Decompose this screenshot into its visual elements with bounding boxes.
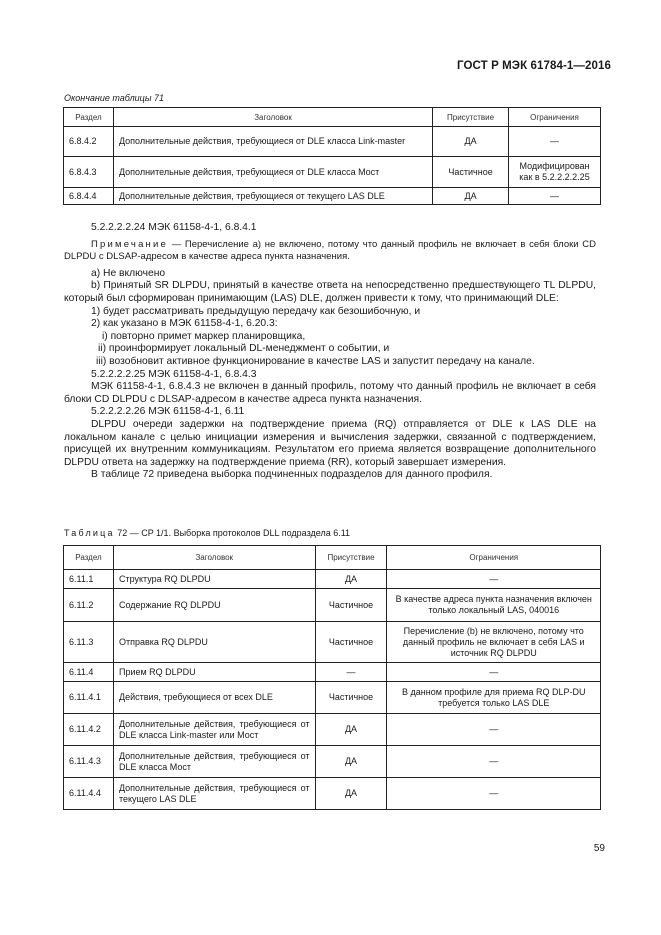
list-item: iii) возобновит активное функционирование в качестве LAS и запустит передачу на канале. bbox=[96, 355, 535, 367]
cell-presence: Частичное bbox=[315, 589, 387, 622]
column-header-section: Раздел bbox=[64, 108, 114, 127]
cell-presence: ДА bbox=[315, 746, 387, 778]
cell-limits: — bbox=[387, 746, 601, 778]
cell-presence: ДА bbox=[433, 127, 509, 157]
column-header-title: Заголовок bbox=[113, 108, 432, 127]
table72-caption bbox=[64, 528, 350, 538]
table72-caption-text: 72 — CP 1/1. Выборка протоколов DLL подраздела 6.11 bbox=[114, 528, 351, 538]
cell-limits: Модифицирован как в 5.2.2.2.2.25 bbox=[509, 157, 601, 188]
cell-presence: — bbox=[315, 663, 387, 682]
note-label: Примечание bbox=[91, 238, 168, 250]
table-row bbox=[64, 778, 601, 810]
cell-section: 6.11.3 bbox=[64, 622, 114, 663]
paragraph: 5.2.2.2.2.24 МЭК 61158-4-1, 6.8.4.1 bbox=[91, 222, 257, 233]
cell-limits: В данном профиле для приема RQ DLP-DU требуется только LAS DLE bbox=[387, 682, 601, 714]
list-item: 1) будет рассматривать предыдущую передачу как безошибочную, и bbox=[91, 305, 421, 317]
table-row bbox=[64, 622, 601, 663]
document-header: ГОСТ Р МЭК 61784-1—2016 bbox=[457, 60, 611, 72]
cell-title: Содержание RQ DLPDU bbox=[113, 589, 315, 622]
body-text bbox=[64, 222, 596, 482]
cell-section: 6.8.4.2 bbox=[64, 127, 114, 157]
cell-presence: ДА bbox=[315, 714, 387, 746]
cell-limits: — bbox=[387, 778, 601, 810]
cell-section: 6.11.1 bbox=[64, 570, 114, 589]
table-header-row bbox=[64, 108, 601, 127]
column-header-title: Заголовок bbox=[113, 546, 315, 570]
cell-presence: Частичное bbox=[433, 157, 509, 188]
cell-title: Прием RQ DLPDU bbox=[113, 663, 315, 682]
table-row bbox=[64, 157, 601, 188]
cell-presence: Частичное bbox=[315, 682, 387, 714]
cell-title: Дополнительные действия, требующиеся от текущего LAS DLE bbox=[113, 188, 432, 205]
cell-limits: — bbox=[387, 663, 601, 682]
table71-caption: Окончание таблицы 71 bbox=[64, 93, 164, 103]
cell-presence: ДА bbox=[315, 778, 387, 810]
paragraph: a) Не включено bbox=[91, 267, 166, 279]
table72-caption-label: Таблица bbox=[64, 528, 115, 538]
cell-title: Действия, требующиеся от всех DLE bbox=[113, 682, 315, 714]
cell-section: 6.11.2 bbox=[64, 589, 114, 622]
cell-limits: Перечисление (b) не включено, потому что данный профиль не включает в себя LAS и источник RQ DLPDU bbox=[387, 622, 601, 663]
cell-section: 6.8.4.3 bbox=[64, 157, 114, 188]
cell-section: 6.8.4.4 bbox=[64, 188, 114, 205]
cell-title: Дополнительные действия, требующиеся от DLE класса Link-master или Мост bbox=[113, 714, 315, 746]
note-paragraph bbox=[64, 239, 596, 264]
list-item: 2) как указано в МЭК 61158-4-1, 6.20.3: bbox=[91, 318, 278, 330]
table-row bbox=[64, 746, 601, 778]
table-row bbox=[64, 663, 601, 682]
note-text: — Перечисление a) не включено, потому что данный профиль не включает в себя блоки CD DLPDU с DLSAP-адресом в качестве адреса пункта назначения. bbox=[64, 238, 596, 263]
paragraph: В таблице 72 приведена выборка подчиненных подразделов для данного профиля. bbox=[91, 469, 493, 481]
cell-section: 6.11.4.4 bbox=[64, 778, 114, 810]
cell-title: Структура RQ DLPDU bbox=[113, 570, 315, 589]
column-header-presence: Присутствие bbox=[433, 108, 509, 127]
cell-title: Отправка RQ DLPDU bbox=[113, 622, 315, 663]
table-row bbox=[64, 682, 601, 714]
list-item: i) повторно примет маркер планировщика, bbox=[102, 330, 306, 342]
cell-title: Дополнительные действия, требующиеся от DLE класса Мост bbox=[113, 157, 432, 188]
table-row bbox=[64, 714, 601, 746]
cell-section: 6.11.4.3 bbox=[64, 746, 114, 778]
cell-limits: — bbox=[387, 570, 601, 589]
table-row bbox=[64, 127, 601, 157]
table-header-row bbox=[64, 546, 601, 570]
table-row bbox=[64, 589, 601, 622]
cell-limits: В качестве адреса пункта назначения включен только локальный LAS, 040016 bbox=[387, 589, 601, 622]
paragraph: DLPDU очереди задержки на подтверждение приема (RQ) отправляется от DLE к LAS DLE на локальном канале с целью инициации измерения и вычисления задержки, связанной с подтверждением, присущей их внутренним коммуникациям. Результатом его приема является возвращение дополнительного DLPDU ответа на задержку на подтверждение приема (RR), который завершает измерения. bbox=[64, 418, 596, 468]
column-header-limits: Ограничения bbox=[387, 546, 601, 570]
column-header-section: Раздел bbox=[64, 546, 114, 570]
list-item: ii) проинформирует локальный DL-менеджмент о событии, и bbox=[98, 343, 390, 355]
cell-limits: — bbox=[509, 127, 601, 157]
paragraph: 5.2.2.2.2.26 МЭК 61158-4-1, 6.11 bbox=[91, 406, 245, 418]
table-row bbox=[64, 570, 601, 589]
table-row bbox=[64, 188, 601, 205]
column-header-presence: Присутствие bbox=[315, 546, 387, 570]
cell-title: Дополнительные действия, требующиеся от DLE класса Link-master bbox=[113, 127, 432, 157]
cell-limits: — bbox=[509, 188, 601, 205]
cell-title: Дополнительные действия, требующиеся от текущего LAS DLE bbox=[113, 778, 315, 810]
cell-section: 6.11.4.2 bbox=[64, 714, 114, 746]
page-number: 59 bbox=[593, 843, 605, 854]
paragraph: МЭК 61158-4-1, 6.8.4.3 не включен в данный профиль, потому что данный профиль не включает в себя блоки CD DLPDU с DLSAP-адресом в качестве адреса пункта назначения. bbox=[64, 381, 596, 405]
cell-title: Дополнительные действия, требующиеся от DLE класса Мост bbox=[113, 746, 315, 778]
cell-section: 6.11.4 bbox=[64, 663, 114, 682]
paragraph: b) Принятый SR DLPDU, принятый в качестве ответа на непосредственно предшествующего TL DLPDU, который был сформирован принимающим (LAS) DLE, должен привести к тому, что принимающий DLE: bbox=[64, 280, 596, 304]
cell-section: 6.11.4.1 bbox=[64, 682, 114, 714]
cell-limits: — bbox=[387, 714, 601, 746]
column-header-limits: Ограничения bbox=[509, 108, 601, 127]
table-72 bbox=[63, 545, 601, 810]
table-71 bbox=[63, 107, 601, 205]
paragraph: 5.2.2.2.2.25 МЭК 61158-4-1, 6.8.4.3 bbox=[91, 368, 257, 380]
cell-presence: Частичное bbox=[315, 622, 387, 663]
cell-presence: ДА bbox=[433, 188, 509, 205]
cell-presence: ДА bbox=[315, 570, 387, 589]
